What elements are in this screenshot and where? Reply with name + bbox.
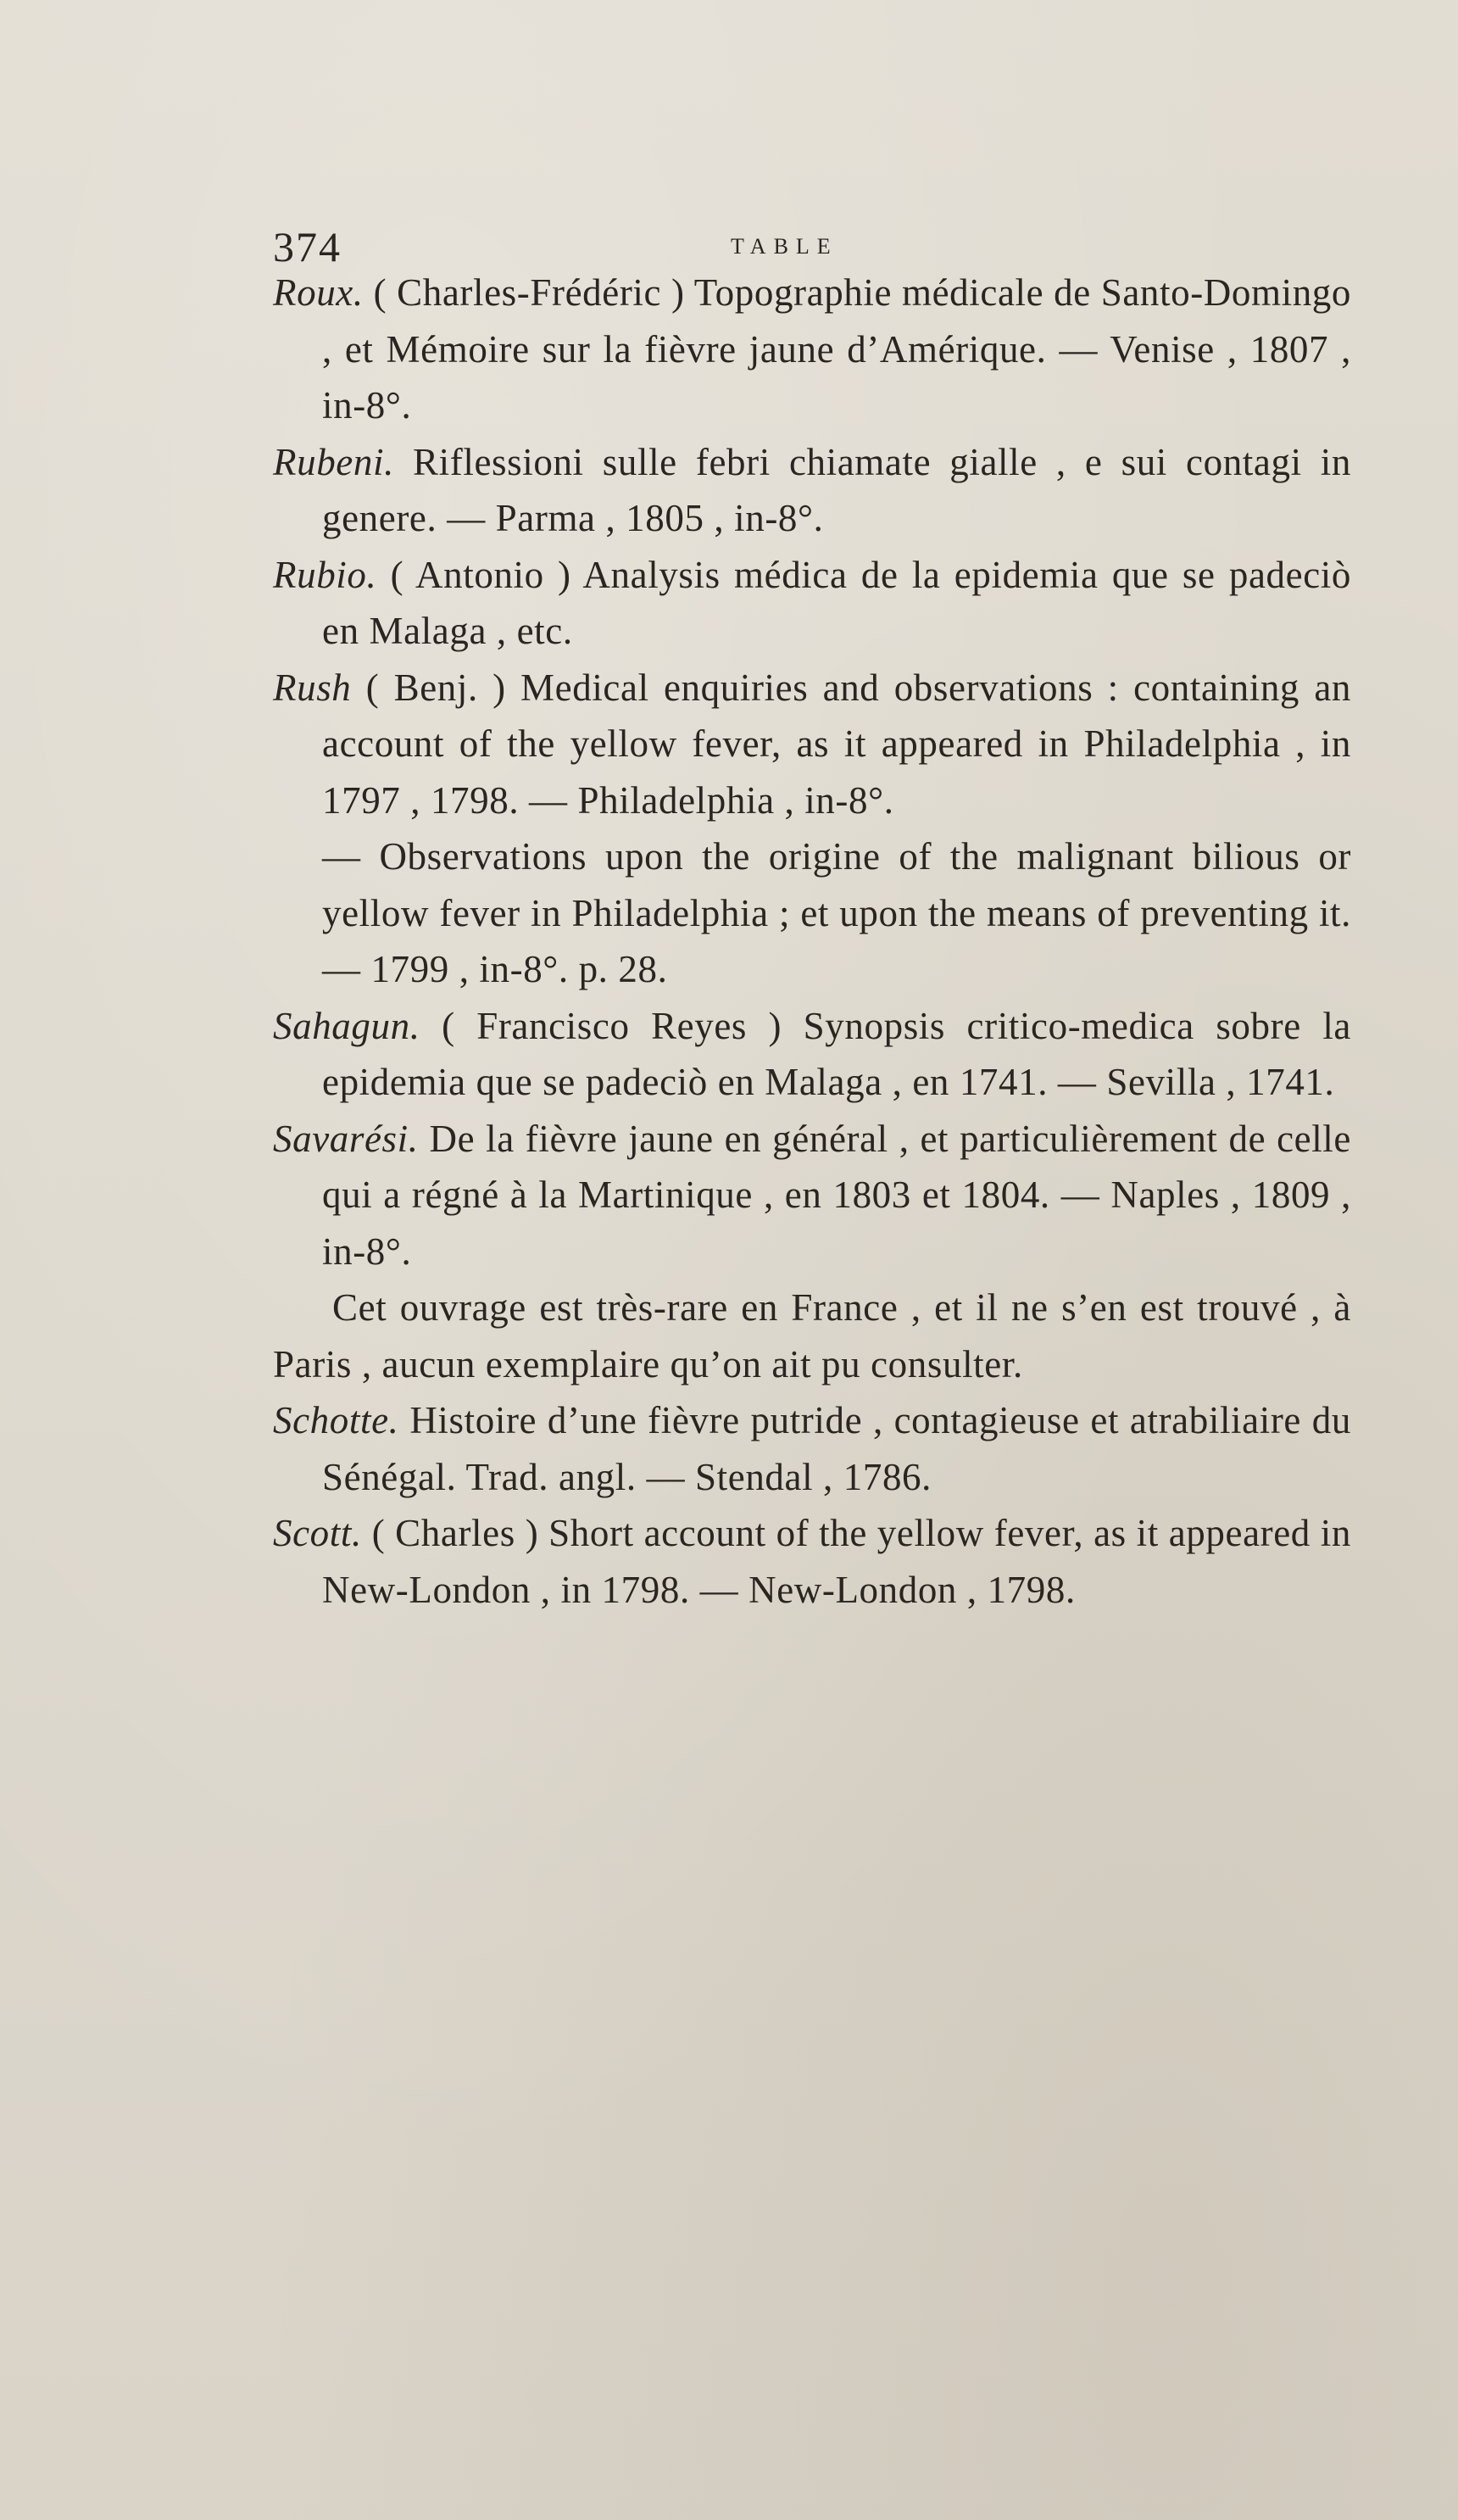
entry-name: Rush	[273, 666, 352, 709]
entry-rubio	[273, 547, 1351, 660]
entry-name: Sahagun.	[273, 1004, 420, 1047]
entry-name: Roux.	[273, 271, 364, 314]
entry-rush-continuation	[273, 828, 1351, 998]
entry-rubeni	[273, 434, 1351, 547]
entry-text: ( Charles-Frédéric ) Topographie médicale de Santo-Domingo , et Mémoire sur la fièvre jaune d’Amérique. — Venise , 1807 , in-8°.	[322, 271, 1351, 427]
entry-name: Savarési.	[273, 1117, 419, 1160]
entry-text: Histoire d’une fièvre putride , contagieuse et atrabiliaire du Sénégal. Trad. angl. — Stendal , 1786.	[322, 1399, 1351, 1498]
entry-text: De la fièvre jaune en général , et particulièrement de celle qui a régné à la Martinique , en 1803 et 1804. — Naples , 1809 , in-8°.	[322, 1117, 1351, 1273]
page-number: 374	[273, 223, 342, 270]
entry-scott	[273, 1505, 1351, 1618]
entry-roux	[273, 265, 1351, 434]
running-head: TABLE	[731, 234, 838, 259]
entry-text: ( Benj. ) Medical enquiries and observations : containing an account of the yellow fever, as it appeared in Philadelphia , in 1797 , 1798. — Philadelphia , in-8°.	[322, 666, 1351, 822]
entry-name: Schotte.	[273, 1399, 399, 1441]
entry-text: Riflessioni sulle febri chiamate gialle , e sui contagi in genere. — Parma , 1805 , in-8°.	[322, 440, 1351, 539]
entry-name: Rubeni.	[273, 440, 394, 483]
entry-rush	[273, 660, 1351, 829]
entry-sahagun	[273, 998, 1351, 1111]
entry-savaresi	[273, 1111, 1351, 1280]
entry-name: Rubio.	[273, 553, 377, 596]
entry-text: — Observations upon the origine of the malignant bilious or yellow fever in Philadelphia ; et upon the means of preventing it. — 1799 , in-8°. p. 28.	[322, 835, 1351, 990]
entry-name: Scott.	[273, 1512, 362, 1554]
entry-text: ( Charles ) Short account of the yellow fever, as it appeared in New-London , in 1798. — New-London , 1798.	[322, 1512, 1351, 1611]
bibliography-text	[273, 265, 1351, 1618]
entry-text: ( Francisco Reyes ) Synopsis critico-medica sobre la epidemia que se padeciò en Malaga , en 1741. — Sevilla , 1741.	[322, 1004, 1351, 1103]
entry-schotte	[273, 1392, 1351, 1505]
note-paragraph: Cet ouvrage est très-rare en France , et il ne s’en est trouvé , à Paris , aucun exemplaire qu’on ait pu consulter.	[273, 1286, 1351, 1385]
entry-text: ( Antonio ) Analysis médica de la epidemia que se padeciò en Malaga , etc.	[322, 553, 1351, 652]
